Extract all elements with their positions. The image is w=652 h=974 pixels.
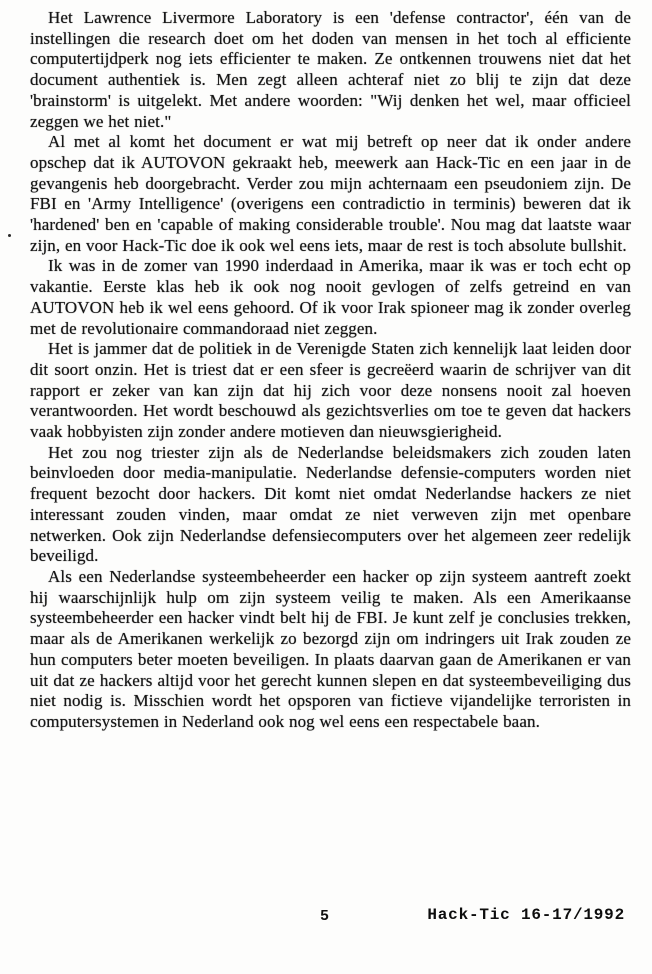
page-number: 5	[320, 908, 330, 925]
paragraph: Ik was in de zomer van 1990 inderdaad in Amerika, maar ik was er toch echt op vakantie. Eerste klas heb ik ook nog nooit gevlogen of zelfs getreind en van AUTOVON heb ik wel eens gehoord. Of ik voor Irak spioneer mag ik zonder overleg met de revolutionaire commandoraad niet zeggen.	[30, 256, 631, 338]
paragraph: Als een Nederlandse systeembeheerder een hacker op zijn systeem aantreft zoekt hij waarschijnlijk hulp om zijn systeem veilig te maken. Als een Amerikaanse systeembeheerder een hacker vindt belt hij de FBI. Je kunt zelf je conclusies trekken, maar als de Amerikanen werkelijk zo bezorgd zijn om indringers uit Irak zouden ze hun computers beter moeten beveiligen. In plaats daarvan gaan de Amerikanen er van uit dat ze hackers altijd voor het gerecht kunnen slepen en dat systeembeveiliging dus niet nodig is. Misschien wordt het opsporen van fictieve vijandelijke terroristen in computersystemen in Nederland ook nog wel eens een respectabele baan.	[30, 566, 631, 731]
scan-speck-dot	[8, 234, 11, 237]
paragraph: Al met al komt het document er wat mij betreft op neer dat ik onder andere opschep dat ik AUTOVON gekraakt heb, meewerk aan Hack-Tic en een jaar in de gevangenis heb doorgebracht. Verder zou mijn achternaam een pseudoniem zijn. De FBI en 'Army Intelligence' (overigens een contradictio in terminis) beweren dat ik 'hardened' ben en 'capable of making considerable trouble'. Nou mag dat laatste waar zijn, en voor Hack-Tic doe ik ook wel eens iets, maar de rest is toch absolute bullshit.	[30, 132, 631, 255]
paragraph: Het is jammer dat de politiek in de Verenigde Staten zich kennelijk laat leiden door dit soort onzin. Het is triest dat er een sfeer is gecreëerd waarin de schrijver van dit rapport er zeker van kan zijn dat hij zich voor deze nonsens nooit zal hoeven verantwoorden. Het wordt beschouwd als gezichtsverlies om toe te geven dat hackers vaak hobbyisten zijn zonder andere motieven dan nieuwsgierigheid.	[30, 339, 631, 442]
article-body	[30, 8, 631, 733]
paragraph: Het zou nog triester zijn als de Nederlandse beleidsmakers zich zouden laten beinvloeden door media-manipulatie. Nederlandse defensie-computers worden niet frequent bezocht door hackers. Dit komt niet omdat Nederlandse hackers ze niet interessant zouden vinden, maar omdat ze niet verweven zijn met openbare netwerken. Ook zijn Nederlandse defensiecomputers over het algemeen zeer redelijk beveiligd.	[30, 442, 631, 566]
paragraph: Het Lawrence Livermore Laboratory is een 'defense contractor', één van de instellingen die research doet om het doden van mensen in het toch al efficiente computertijdperk nog iets efficienter te maken. Ze ontkennen trouwens niet dat het document authentiek is. Men zegt alleen achteraf niet zo blij te zijn dat deze 'brainstorm' is uitgelekt. Met andere woorden: "Wij denken het wel, maar officieel zeggen we het niet."	[30, 8, 631, 131]
journal-issue-label: Hack-Tic 16-17/1992	[427, 906, 625, 924]
